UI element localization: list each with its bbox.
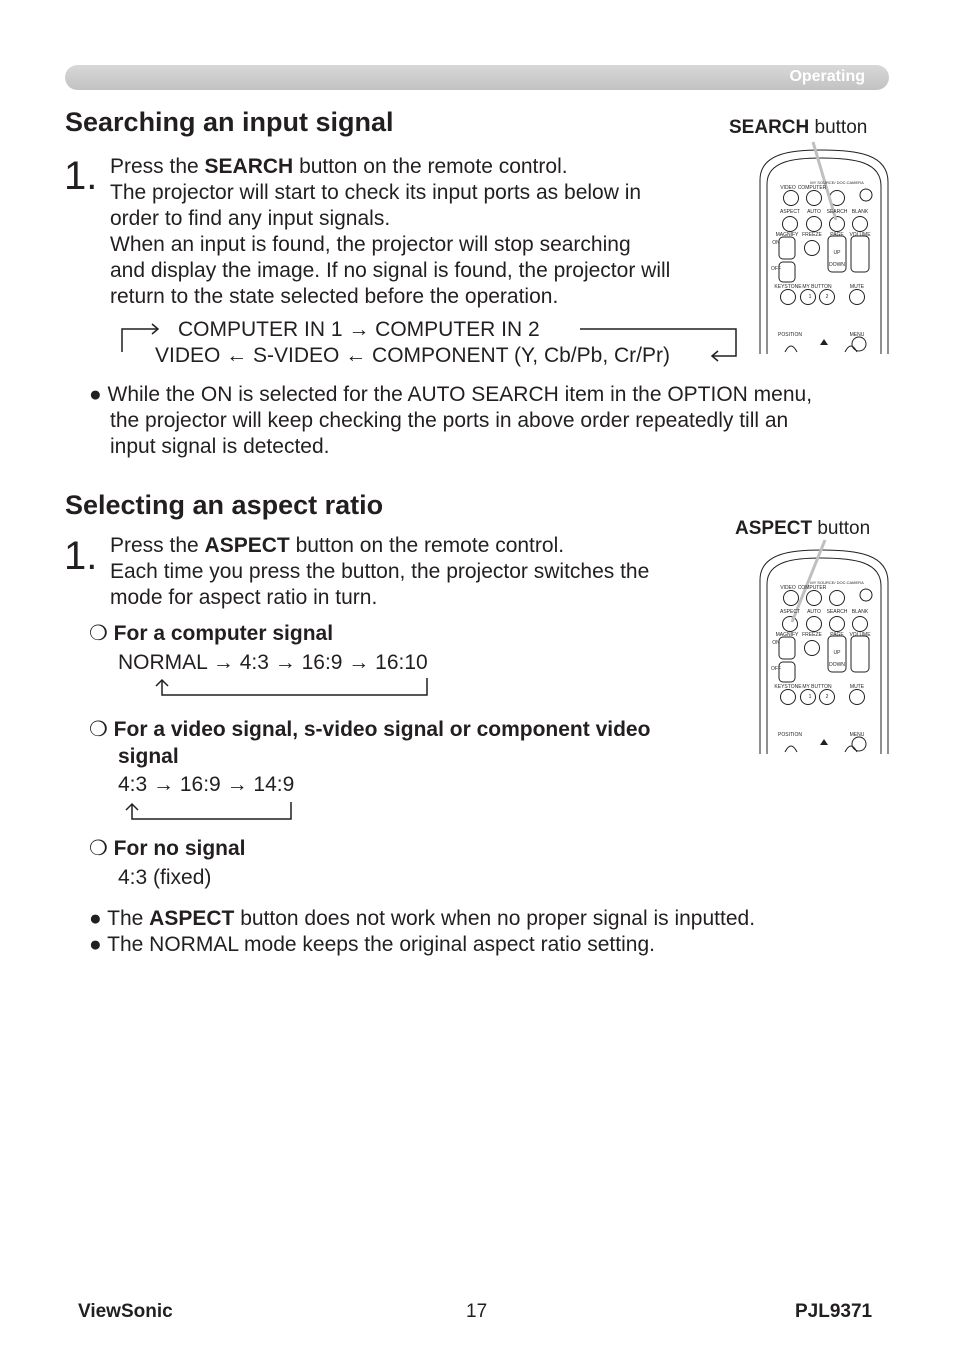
svg-text:MAGNIFY: MAGNIFY — [775, 632, 799, 638]
svg-text:SEARCH: SEARCH — [826, 609, 848, 615]
option-computer-signal-sequence: NORMAL → 4:3 → 16:9 → 16:10 — [118, 651, 428, 674]
svg-text:MY SOURCE/ DOC.CAMERA: MY SOURCE/ DOC.CAMERA — [810, 580, 864, 585]
svg-text:MAGNIFY: MAGNIFY — [775, 232, 799, 238]
hollow-circle-icon: ❍ — [89, 837, 108, 860]
aspect-heading: Selecting an aspect ratio — [65, 490, 384, 520]
svg-text:BLANK: BLANK — [851, 609, 869, 615]
svg-text:KEYSTONE: KEYSTONE — [774, 684, 802, 690]
search-step-number: 1. — [64, 154, 98, 198]
search-step-line: The projector will start to check its input ports as below in — [110, 181, 642, 204]
svg-text:PAGE: PAGE — [830, 232, 844, 238]
footer-model: PJL9371 — [795, 1301, 873, 1322]
svg-text:MUTE: MUTE — [849, 684, 865, 690]
svg-text:2: 2 — [825, 694, 829, 700]
svg-text:FREEZE: FREEZE — [802, 632, 822, 638]
aspect-notes — [89, 906, 755, 958]
search-step-line: Press the SEARCH button on the remote control. — [110, 155, 568, 178]
computer-signal-loop-arrow — [148, 675, 433, 699]
svg-text:PAGE: PAGE — [830, 632, 844, 638]
section-label: Operating — [789, 68, 865, 85]
svg-text:ON: ON — [772, 640, 780, 646]
search-button-caption: SEARCH button — [729, 117, 868, 138]
svg-text:ASPECT: ASPECT — [779, 209, 801, 215]
svg-text:DOWN: DOWN — [829, 262, 845, 268]
svg-text:COMPUTER: COMPUTER — [797, 585, 827, 591]
aspect-step-line: Each time you press the button, the projector switches the — [110, 560, 650, 583]
svg-text:MY SOURCE/ DOC.CAMERA: MY SOURCE/ DOC.CAMERA — [810, 180, 864, 185]
search-step-line: return to the state selected before the operation. — [110, 285, 559, 308]
note-line: ● The NORMAL mode keeps the original aspect ratio setting. — [89, 933, 655, 956]
option-no-signal-sequence: 4:3 (fixed) — [118, 866, 212, 889]
svg-text:OFF: OFF — [771, 666, 781, 672]
search-heading: Searching an input signal — [65, 107, 394, 137]
svg-text:ON: ON — [772, 240, 780, 246]
note-line: ● The ASPECT button does not work when no proper signal is inputted. — [89, 907, 756, 930]
footer-brand: ViewSonic — [78, 1301, 173, 1322]
auto-search-note — [89, 382, 812, 460]
svg-text:VOLUME: VOLUME — [849, 632, 871, 638]
video-signal-loop-arrow — [120, 799, 298, 823]
hollow-circle-icon: ❍ — [89, 622, 108, 645]
svg-text:POSITION: POSITION — [778, 332, 802, 338]
svg-text:UP: UP — [833, 250, 841, 256]
svg-text:1: 1 — [808, 294, 812, 300]
svg-text:VOLUME: VOLUME — [849, 232, 871, 238]
svg-text:VIDEO: VIDEO — [780, 585, 796, 591]
search-step-line: order to find any input signals. — [110, 207, 391, 230]
svg-text:MY BUTTON: MY BUTTON — [802, 684, 832, 690]
search-flow-bottom: VIDEO ← S-VIDEO ← COMPONENT (Y, Cb/Pb, Cr/Pr) — [155, 344, 670, 367]
aspect-step-line: Press the ASPECT button on the remote control. — [110, 534, 565, 557]
svg-text:MENU: MENU — [849, 332, 865, 338]
search-step-line: When an input is found, the projector will stop searching — [110, 233, 631, 256]
option-no-signal-title: ❍ For no signal — [89, 837, 246, 860]
option-video-signal-title: ❍ For a video signal, s-video signal or component video signal — [89, 718, 651, 768]
svg-text:AUTO: AUTO — [807, 209, 821, 215]
note-line: the projector will keep checking the ports in above order repeatedly till an — [110, 409, 789, 432]
svg-text:POSITION: POSITION — [778, 732, 802, 738]
svg-text:FREEZE: FREEZE — [802, 232, 822, 238]
svg-text:ASPECT: ASPECT — [779, 609, 801, 615]
svg-text:MY BUTTON: MY BUTTON — [802, 284, 832, 290]
svg-text:VIDEO: VIDEO — [780, 185, 796, 191]
section-header-bar — [65, 65, 889, 90]
note-line: ● While the ON is selected for the AUTO SEARCH item in the OPTION menu, — [89, 383, 813, 406]
svg-text:SEARCH: SEARCH — [826, 209, 848, 215]
svg-text:OFF: OFF — [771, 266, 781, 272]
svg-text:UP: UP — [833, 650, 841, 656]
aspect-step-text — [110, 533, 649, 611]
remote-control-illustration-search — [757, 140, 892, 356]
svg-text:DOWN: DOWN — [829, 662, 845, 668]
aspect-button-caption: ASPECT button — [735, 518, 871, 539]
aspect-step-number: 1. — [64, 534, 98, 578]
svg-text:1: 1 — [808, 694, 812, 700]
svg-text:AUTO: AUTO — [807, 609, 821, 615]
footer-page-number: 17 — [466, 1301, 488, 1322]
option-computer-signal-title: ❍ For a computer signal — [89, 622, 334, 645]
svg-text:MUTE: MUTE — [849, 284, 865, 290]
search-step-text — [110, 154, 670, 310]
svg-text:COMPUTER: COMPUTER — [797, 185, 827, 191]
svg-text:BLANK: BLANK — [851, 209, 869, 215]
svg-text:MENU: MENU — [849, 732, 865, 738]
option-video-signal-sequence: 4:3 → 16:9 → 14:9 — [118, 773, 295, 796]
remote-control-illustration-aspect — [757, 540, 892, 756]
note-line: input signal is detected. — [110, 435, 330, 458]
svg-text:KEYSTONE: KEYSTONE — [774, 284, 802, 290]
aspect-step-line: mode for aspect ratio in turn. — [110, 586, 378, 609]
search-step-line: and display the image. If no signal is found, the projector will — [110, 259, 671, 282]
svg-text:2: 2 — [825, 294, 829, 300]
search-flow-top: COMPUTER IN 1 → COMPUTER IN 2 — [178, 318, 540, 341]
hollow-circle-icon: ❍ — [89, 718, 108, 741]
